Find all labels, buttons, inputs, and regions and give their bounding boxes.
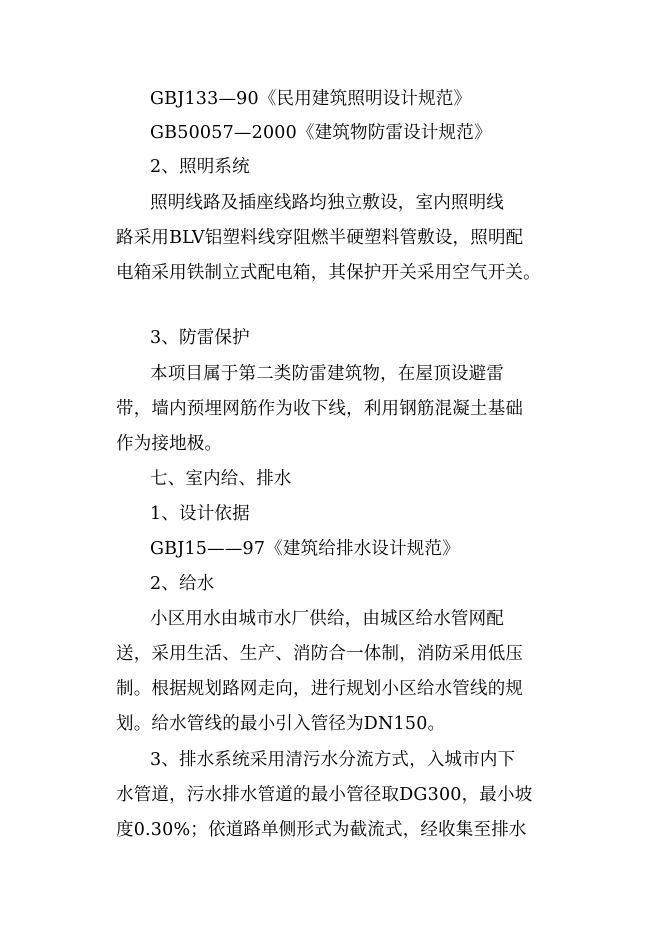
section-heading-design-basis: 1、设计依据 [150,504,250,524]
paragraph-line: 作为接地极。 [116,434,223,454]
section-heading-drainage: 3、排水系统采用清污水分流方式，入城市内下 [150,750,516,770]
section-heading-water-supply: 2、给水 [150,574,215,594]
standard-ref-gb50057: GB50057—2000《建筑物防雷设计规范》 [150,123,492,143]
paragraph-line: 制。根据规划路网走向，进行规划小区给水管线的规 [116,679,524,699]
standard-ref-gbj133: GBJ133—90《民用建筑照明设计规范》 [150,89,472,109]
paragraph-line: 划。给水管线的最小引入管径为DN150。 [116,714,446,734]
paragraph-line: 送，采用生活、生产、消防合一体制，消防采用低压 [116,644,524,664]
paragraph-line: 本项目属于第二类防雷建筑物，在屋顶设避雷 [150,364,504,384]
paragraph-line: 照明线路及插座线路均独立敷设，室内照明线 [150,193,504,213]
section-heading-lightning-protection: 3、防雷保护 [150,328,250,348]
paragraph-line: 路采用BLV铝塑料线穿阻燃半硬塑料管敷设，照明配 [116,228,524,248]
paragraph-line: 水管道，污水排水管道的最小管径取DG300，最小坡 [116,785,533,805]
paragraph-line: 带，墙内预埋网筋作为收下线，利用钢筋混凝土基础 [116,399,524,419]
paragraph-line: 电箱采用铁制立式配电箱，其保护开关采用空气开关。 [116,263,541,283]
paragraph-line: 度0.30%；依道路单侧形式为截流式，经收集至排水 [116,820,527,840]
standard-ref-gbj15: GBJ15——97《建筑给排水设计规范》 [150,539,460,559]
section-heading-lighting: 2、照明系统 [150,157,250,177]
paragraph-line: 小区用水由城市水厂供给，由城区给水管网配 [150,609,504,629]
chapter-heading-water: 七、室内给、排水 [150,469,292,489]
